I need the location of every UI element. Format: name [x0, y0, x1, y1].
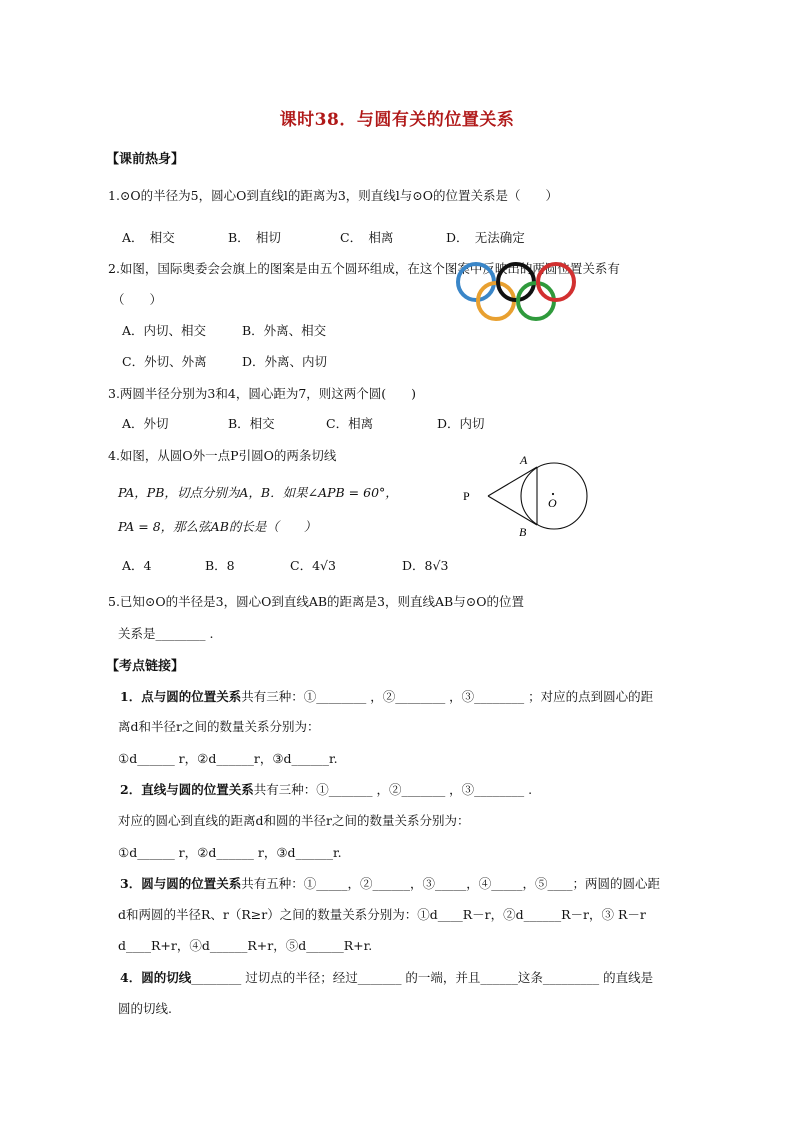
label-o: O [548, 496, 557, 510]
kp2-line-2: 对应的圆心到直线的距离d和圆的半径r之间的数量关系分别为： [118, 813, 470, 828]
key-point-3 [120, 874, 660, 892]
ring-green [518, 283, 554, 319]
kp4-text: ________ 过切点的半径；经过_______ 的一端，并且______这条_________ 的直线是 [191, 970, 654, 985]
label-a: A [520, 453, 528, 467]
q4-option-b: B．8 [205, 558, 235, 573]
q3-option-c: C．相离 [326, 416, 374, 431]
key-point-1 [120, 687, 653, 705]
q3-option-a: A．外切 [122, 416, 169, 431]
q3-option-b: B．相交 [228, 416, 275, 431]
question-4-line-3: PA = 8，那么弦AB的长是（ ） [118, 519, 317, 534]
question-2-stem: 2.如图，国际奥委会会旗上的图案是由五个圆环组成，在这个图案中反映出的两圆位置关系有 [108, 261, 620, 276]
q1-option-c: C． 相离 [340, 230, 394, 245]
kp1-number: 1． [120, 689, 142, 704]
question-3-stem: 3.两圆半径分别为3和4，圆心距为7，则这两个圆( ) [108, 386, 417, 401]
kp1-line-2: 离d和半径r之间的数量关系分别为： [118, 719, 320, 734]
kp3-line-2: d和两圆的半径R、r（R≥r）之间的数量关系分别为：①d____R－r，②d______R－r，③ R－r [118, 907, 646, 922]
kp2-heading: 直线与圆的位置关系 [141, 782, 254, 797]
tangent-pa [488, 467, 537, 496]
question-5-line-2: 关系是________ . [118, 626, 214, 641]
kp2-line-3: ①d______ r，②d______ r，③d______r. [118, 845, 342, 860]
q1-option-a: A． 相交 [122, 230, 175, 245]
question-1-stem: 1.⊙O的半径为5，圆心O到直线l的距离为3，则直线l与⊙O的位置关系是（ ） [108, 188, 559, 203]
tangent-lines-figure [458, 448, 598, 544]
kp3-number: 3． [120, 876, 142, 891]
question-4-stem: 4.如图，从圆O外一点P引圆O的两条切线 [108, 448, 337, 463]
ring-yellow [478, 283, 514, 319]
q2-option-a: A．内切、相交 [122, 323, 207, 338]
kp1-text: 共有三种：①________ ，②________ ，③________ ；对应的点到圆心的距 [241, 689, 654, 704]
olympic-rings-figure [450, 258, 582, 326]
q2-option-c: C．外切、外离 [122, 354, 207, 369]
kp1-heading: 点与圆的位置关系 [141, 689, 242, 704]
label-p: P [463, 489, 470, 503]
tangent-pb [488, 496, 537, 525]
q1-option-d: D． 无法确定 [446, 230, 525, 245]
center-point [552, 493, 554, 495]
kp2-number: 2． [120, 782, 142, 797]
ring-black [498, 264, 534, 300]
kp2-text: 共有三种：①_______ ，②_______ ，③________ . [253, 782, 533, 797]
kp3-text: 共有五种：①_____，②______，③_____，④_____，⑤____；两圆的圆心距 [241, 876, 660, 891]
section-heading-key-points: 【考点链接】 [106, 659, 185, 674]
ring-blue [458, 264, 494, 300]
q3-option-d: D．内切 [437, 416, 485, 431]
kp4-number: 4． [120, 970, 142, 985]
kp3-line-3: d____R+r，④d______R+r，⑤d______R+r. [118, 938, 373, 953]
kp1-line-3: ①d______ r，②d______r，③d______r. [118, 751, 338, 766]
q4-option-a: A．4 [122, 558, 152, 573]
q2-option-b: B．外离、相交 [242, 323, 327, 338]
key-point-4 [120, 968, 653, 986]
q2-option-d: D．外离、内切 [242, 354, 328, 369]
q4-option-d: D．8√3 [402, 558, 449, 573]
question-2-paren: （ ） [112, 292, 163, 307]
q1-option-b: B． 相切 [228, 230, 281, 245]
kp4-heading: 圆的切线 [141, 970, 192, 985]
page-title: 课时38．与圆有关的位置关系 [279, 110, 515, 130]
q4-option-c: C．4√3 [290, 558, 336, 573]
kp4-line-2: 圆的切线. [118, 1001, 172, 1016]
section-heading-warmup: 【课前热身】 [106, 152, 185, 167]
question-5-stem: 5.已知⊙O的半径是3，圆心O到直线AB的距离是3，则直线AB与⊙O的位置 [108, 594, 524, 609]
question-4-line-2: PA，PB，切点分别为A，B．如果∠APB = 60°， [118, 485, 398, 500]
ring-red [538, 264, 574, 300]
kp3-heading: 圆与圆的位置关系 [141, 876, 242, 891]
key-point-2 [120, 780, 532, 798]
label-b: B [519, 525, 527, 539]
